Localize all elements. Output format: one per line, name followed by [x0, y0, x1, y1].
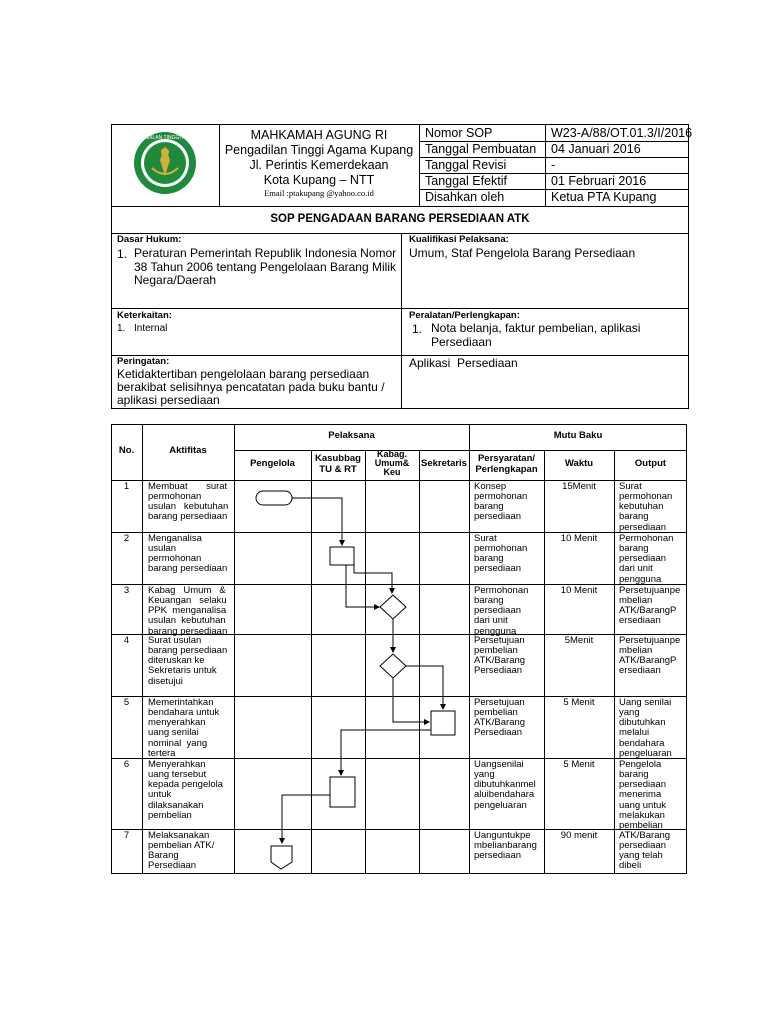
peralatan-num: 1.: [412, 322, 423, 336]
meta-value-pembuatan: 04 Januari 2016: [551, 142, 641, 156]
row-7-no: 7: [123, 830, 130, 841]
flow-arrow-4-5-b: [393, 678, 429, 722]
col-header-kabag: Kabag. Umum& Keu: [374, 449, 410, 477]
flow-arrow-5-6: [341, 730, 431, 775]
row-6-output: Pengelola barang persediaan menerima uang untuk melakukan pembelian: [619, 759, 667, 831]
row-1-aktifitas: Membuat surat permohonan usulan kebutuhan barang persediaan: [148, 481, 229, 523]
row-5-persyaratan: Persetujuan pembelian ATK/Barang Persediaan: [474, 697, 526, 739]
row-5-aktifitas: Memerintahkan bendahara untuk menyerahkan uang senilai nominal yang tertera: [148, 697, 220, 759]
flow-decision-4: [380, 654, 406, 678]
row-6-no: 6: [123, 759, 130, 770]
meta-label-nomor: Nomor SOP: [425, 126, 493, 140]
col-header-pelaksana: Pelaksana: [328, 430, 375, 441]
row-6-aktifitas: Menyerahkan uang tersebut kepada pengelola untuk dilaksanakan pembelian: [148, 759, 224, 821]
row-3-waktu: 10 Menit: [560, 585, 598, 596]
meta-value-disahkan: Ketua PTA Kupang: [551, 190, 657, 204]
row-1-output: Surat permohonan kebutuhan barang persediaan: [619, 481, 673, 533]
flow-arrow-2-3: [346, 565, 379, 607]
flow-arrow-4-5: [406, 666, 443, 709]
row-5-output: Uang senilai yang dibutuhkan melalui bendahara pengeluaran: [619, 697, 672, 759]
row-5-waktu: 5 Menit: [563, 697, 595, 708]
meta-label-pembuatan: Tanggal Pembuatan: [425, 142, 537, 156]
peringatan-label: Peringatan:: [117, 356, 170, 367]
flow-start-terminator: [256, 491, 292, 505]
pencatatan-text: Aplikasi Persediaan: [409, 356, 518, 370]
col-header-persyaratan: Persyaratan/ Perlengkapan: [475, 453, 538, 475]
meta-label-disahkan: Disahkan oleh: [425, 190, 505, 204]
col-header-kasubbag: Kasubbag TU & RT: [315, 453, 361, 475]
dasar-hukum-num: 1.: [117, 247, 128, 261]
peringatan-text: Ketidaktertiban pengelolaan barang persediaan berakibat selisihnya pencatatan pada buku bantu / aplikasi persediaan: [117, 367, 385, 408]
meta-value-efektif: 01 Februari 2016: [551, 174, 647, 188]
row-7-persyaratan: Uanguntukpe mbelianbarang persediaan: [474, 830, 537, 862]
meta-label-efektif: Tanggal Efektif: [425, 174, 507, 188]
row-7-aktifitas: Melaksanakan pembelian ATK/ Barang Persediaan: [148, 830, 215, 872]
keterkaitan-text: Internal: [134, 323, 168, 334]
org-line-4: Kota Kupang – NTT: [263, 173, 375, 187]
meta-value-nomor: W23-A/88/OT.01.3/I/2016: [551, 126, 693, 140]
keterkaitan-num: 1.: [117, 323, 126, 334]
peralatan-text: Nota belanja, faktur pembelian, aplikasi Persediaan: [431, 321, 641, 349]
kualifikasi-text: Umum, Staf Pengelola Barang Persediaan: [409, 246, 636, 260]
flow-decision-3: [380, 595, 406, 619]
row-2-aktifitas: Menganalisa usulan permohonan barang persediaan: [148, 533, 228, 575]
col-header-sekretaris: Sekretaris: [421, 458, 467, 469]
kualifikasi-label: Kualifikasi Pelaksana:: [409, 234, 509, 245]
page-title: SOP PENGADAAN BARANG PERSEDIAAN ATK: [270, 213, 530, 225]
row-3-no: 3: [123, 585, 130, 596]
org-line-1: MAHKAMAH AGUNG RI: [250, 128, 388, 142]
row-6-waktu: 5 Menit: [563, 759, 595, 770]
meta-value-revisi: -: [551, 158, 556, 172]
row-6-persyaratan: Uangsenilai yang dibutuhkanmel aluibendahara pengeluaran: [474, 759, 536, 811]
row-7-output: ATK/Barang persediaan yang telah dibeli: [619, 830, 671, 872]
flow-process-6: [330, 777, 355, 807]
row-4-output: Persetujuanpe mbelian ATK/BarangP ersediaan: [619, 635, 681, 677]
flow-arrow-2-3-b: [354, 565, 392, 593]
row-1-waktu: 15Menit: [562, 481, 596, 492]
col-header-aktifitas: Aktifitas: [169, 445, 207, 456]
col-header-output: Output: [634, 458, 667, 469]
col-header-waktu: Waktu: [564, 458, 594, 469]
row-2-persyaratan: Surat permohonan barang persediaan: [474, 533, 528, 575]
row-4-no: 4: [123, 635, 130, 646]
keterkaitan-label: Keterkaitan:: [117, 310, 172, 321]
meta-label-revisi: Tanggal Revisi: [425, 158, 507, 172]
col-header-no: No.: [118, 445, 135, 456]
svg-text:PENGADILAN TINGGI AGAMA: PENGADILAN TINGGI AGAMA: [130, 135, 200, 141]
dasar-hukum-label: Dasar Hukum:: [117, 234, 182, 245]
org-line-2: Pengadilan Tinggi Agama Kupang: [224, 143, 414, 157]
row-2-output: Permohonan barang persediaan dari unit pengguna: [619, 533, 674, 585]
col-header-pengelola: Pengelola: [250, 458, 295, 469]
row-2-no: 2: [123, 533, 130, 544]
flow-arrow-1-2: [292, 498, 342, 545]
row-3-aktifitas: Kabag Umum & Keuangan selaku PPK menganalisa usulan kebutuhan barang persediaan: [148, 585, 228, 637]
row-3-persyaratan: Permohonan barang persediaan dari unit pengguna: [474, 585, 529, 637]
org-email: Email :ptakupang @yahoo.co.id: [264, 188, 374, 198]
row-7-waktu: 90 menit: [560, 830, 598, 841]
row-4-waktu: 5Menit: [564, 635, 594, 646]
row-4-aktifitas: Surat usulan barang persediaan diteruskan ke Sekretaris untuk disetujui: [148, 635, 228, 687]
row-5-no: 5: [123, 697, 130, 708]
flow-process-2: [330, 547, 354, 565]
row-2-waktu: 10 Menit: [560, 533, 598, 544]
flow-offpage-connector-7: [271, 846, 292, 869]
flow-process-5: [431, 711, 455, 735]
row-3-output: Persetujuanpe mbelian ATK/BarangP ersediaan: [619, 585, 681, 627]
row-1-no: 1: [123, 481, 130, 492]
flow-arrow-6-7: [282, 795, 330, 843]
dasar-hukum-text: Peraturan Pemerintah Republik Indonesia Nomor 38 Tahun 2006 tentang Pengelolaan Barang Milik Negara/Daerah: [134, 246, 397, 288]
row-4-persyaratan: Persetujuan pembelian ATK/Barang Persediaan: [474, 635, 526, 677]
row-1-persyaratan: Konsep permohonan barang persediaan: [474, 481, 528, 523]
col-header-mutu-baku: Mutu Baku: [553, 430, 603, 441]
peralatan-label: Peralatan/Perlengkapan:: [409, 310, 520, 321]
org-line-3: Jl. Perintis Kemerdekaan: [249, 158, 389, 172]
